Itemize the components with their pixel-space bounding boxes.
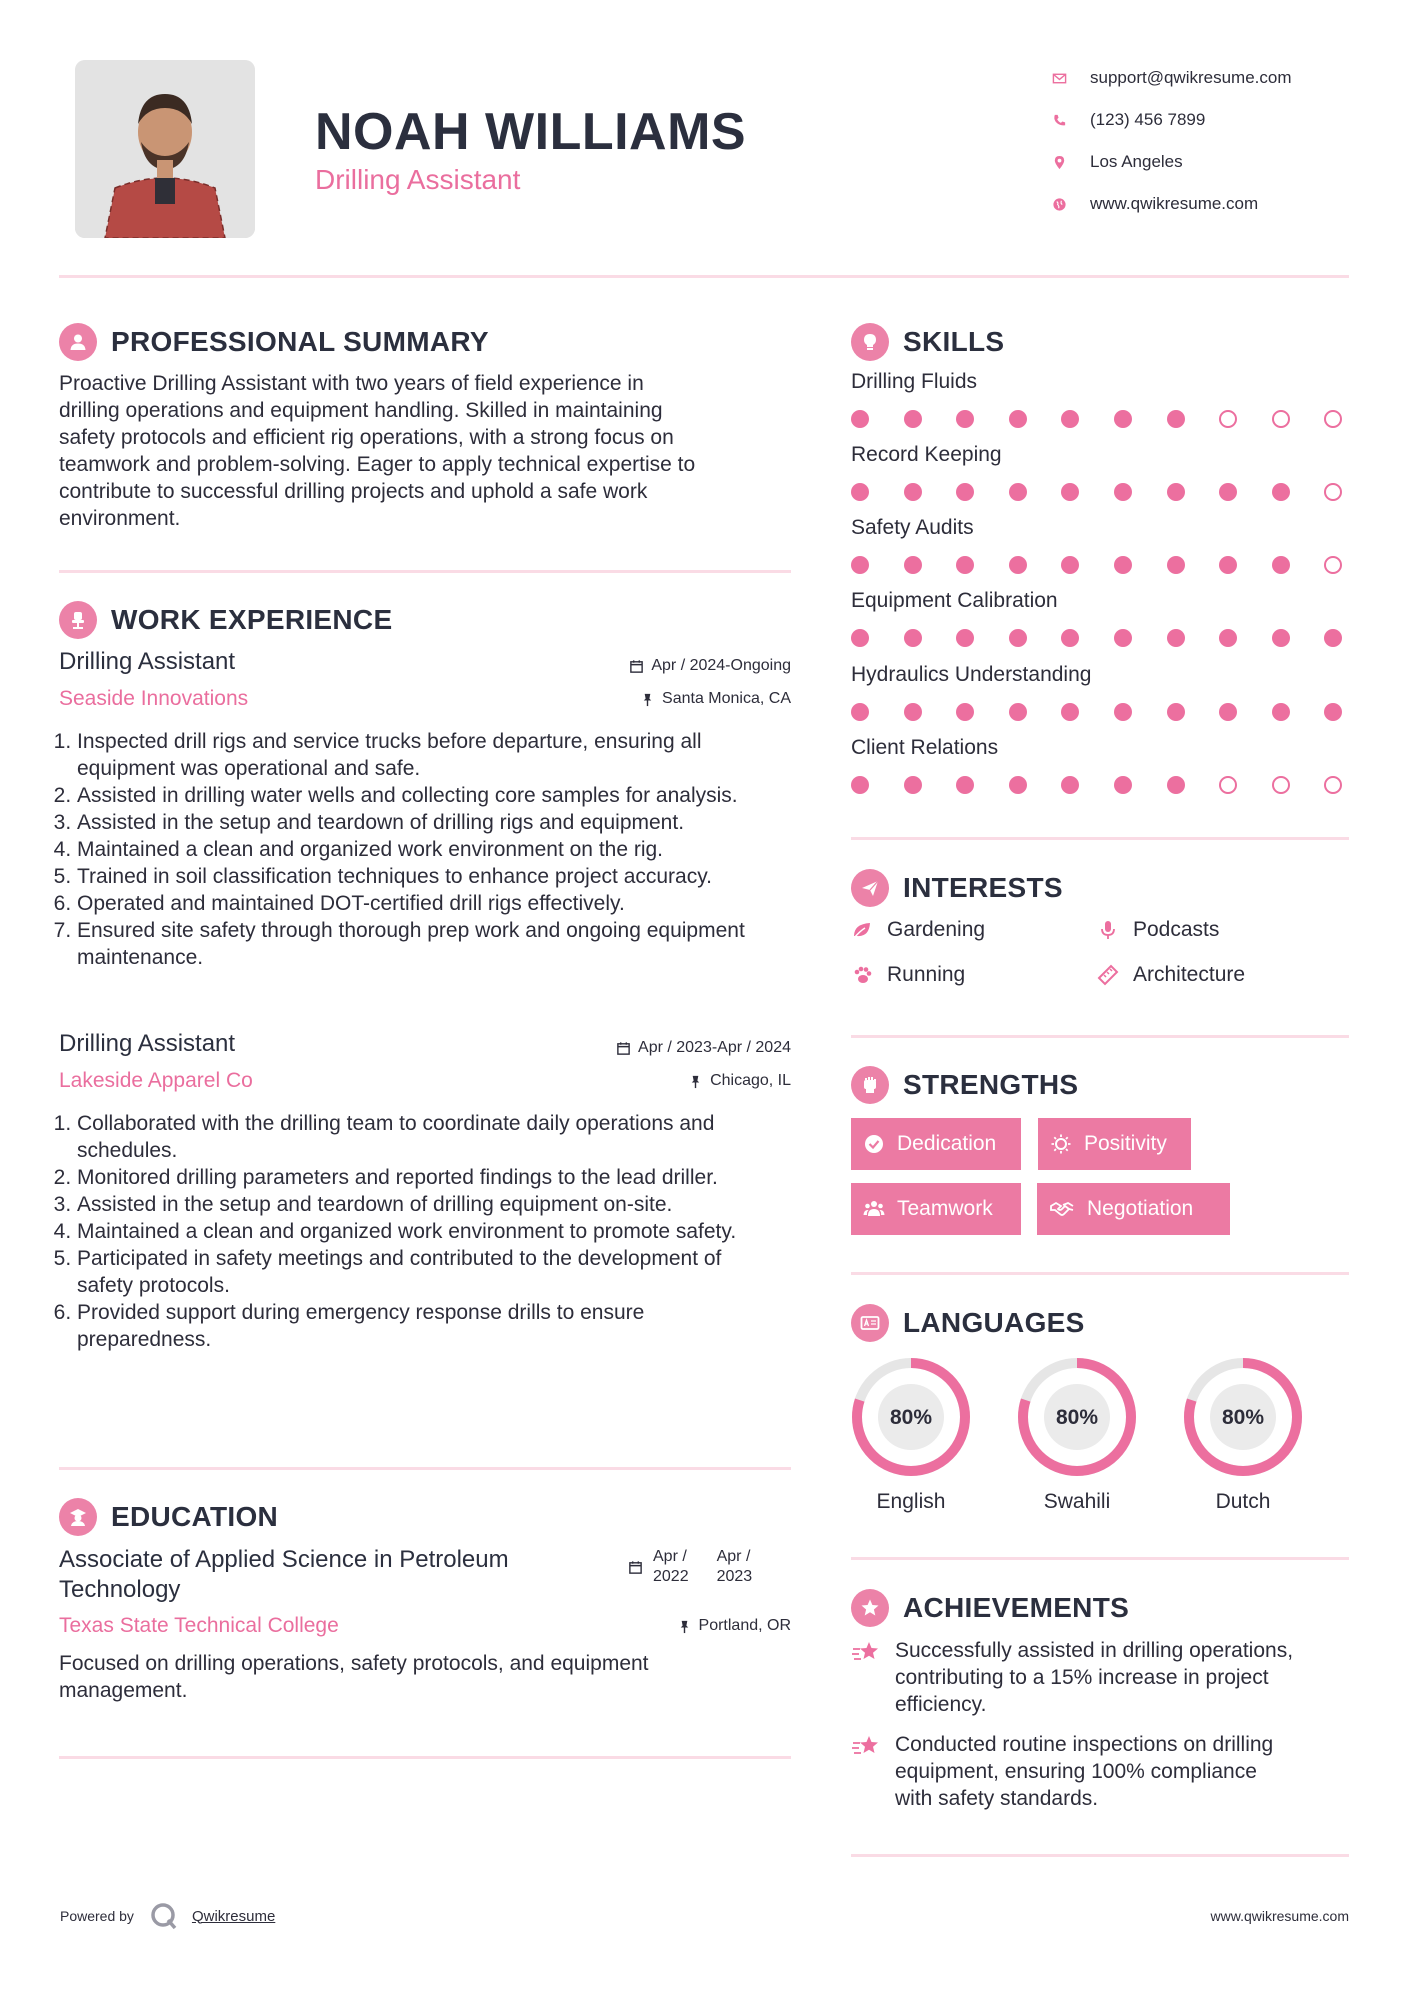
skill-dot-filled [1219,703,1237,721]
skill-dot-filled [851,556,869,574]
contact-phone[interactable] [1050,99,1380,141]
powered-by-text: Powered by [60,1908,134,1924]
skill-rating [851,623,1351,651]
education-start-year: 2022 [653,1568,689,1585]
job-2-location [688,1072,791,1090]
skill-dot-filled [1167,703,1185,721]
skill-item [851,516,1351,578]
location-icon [1052,155,1067,170]
paw-icon [851,964,873,986]
skill-name: Client Relations [851,736,999,759]
languages-divider [851,1557,1349,1560]
strength-negotiation [1037,1183,1230,1235]
interest-label: Podcasts [1133,918,1220,941]
strength-label: Negotiation [1087,1197,1194,1220]
interest-label: Gardening [887,918,986,941]
achievement-item [851,1731,1361,1812]
skill-name: Record Keeping [851,443,1002,466]
summary-line: environment. [59,507,181,530]
skill-name: Drilling Fluids [851,370,978,393]
check-circle-icon [863,1133,885,1155]
experience-divider [59,1467,791,1470]
education-heading-text: EDUCATION [111,1501,279,1532]
email-icon [1052,71,1067,86]
language-card-icon [859,1312,881,1334]
microphone-icon [1097,919,1119,941]
achievements-heading [851,1589,1129,1627]
interest-label: Architecture [1133,963,1246,986]
brand-link[interactable]: Qwikresume [191,1907,276,1925]
achievement-item [851,1637,1361,1718]
star-badge-icon [859,1597,881,1619]
language-swahili [1012,1352,1142,1514]
duty-item: 4. Maintained a clean and organized work environment to promote safety. [77,1218,779,1245]
job-2-company: Lakeside Apparel Co [59,1069,253,1092]
strength-label: Dedication [897,1132,997,1155]
language-ring [1012,1352,1142,1482]
education-description [59,1650,799,1704]
ruler-icon [1097,964,1119,986]
strengths-heading-text: STRENGTHS [903,1069,1079,1100]
education-divider [59,1756,791,1759]
skill-dot-filled [1167,776,1185,794]
education-location [677,1617,791,1635]
language-name: English [876,1490,946,1513]
candidate-name: NOAH WILLIAMS [315,103,747,161]
skill-item [851,663,1351,725]
phone-icon [1052,113,1067,128]
education-description-line: management. [59,1679,188,1702]
footer-website[interactable]: www.qwikresume.com [1210,1908,1349,1924]
language-ring [1178,1352,1308,1482]
contact-website-text: www.qwikresume.com [1090,194,1259,213]
language-name: Swahili [1043,1490,1111,1513]
skill-name: Hydraulics Understanding [851,663,1092,686]
strength-positivity [1038,1118,1191,1170]
leaf-icon [851,919,873,941]
skill-item [851,443,1351,505]
skill-dot-filled [1114,776,1132,794]
contact-email[interactable] [1050,57,1380,99]
chair-icon [67,609,89,631]
interest-podcasts [1097,918,1219,942]
avatar-illustration [75,60,255,238]
skill-rating [851,404,1351,432]
summary-line: Proactive Drilling Assistant with two years of field experience in [59,372,644,395]
skill-dot-filled [904,556,922,574]
interests-heading [851,869,1063,907]
skill-dot-empty [1219,410,1237,428]
skill-dot-empty [1324,410,1342,428]
skill-dot-filled [904,776,922,794]
strengths-heading [851,1066,1078,1104]
interest-label: Running [887,963,966,986]
interest-gardening [851,918,985,942]
skill-dot-filled [1009,483,1027,501]
language-name: Dutch [1215,1490,1271,1513]
duty-item: 2. Assisted in drilling water wells and collecting core samples for analysis. [77,782,799,809]
strength-label: Positivity [1084,1132,1167,1155]
skill-name: Equipment Calibration [851,589,1058,612]
education-end-month: Apr / [716,1548,751,1565]
interest-architecture [1097,963,1245,987]
skill-dot-filled [851,703,869,721]
duty-item: 2. Monitored drilling parameters and reported findings to the lead driller. [77,1164,779,1191]
summary-line: teamwork and problem-solving. Eager to apply technical expertise to [59,453,696,476]
achievement-line: efficiency. [895,1693,987,1716]
skill-dot-filled [1324,703,1342,721]
job-2-title: Drilling Assistant [59,1030,236,1057]
pin-icon [640,692,655,707]
skill-dot-filled [956,776,974,794]
job-2-location-text: Chicago, IL [710,1072,791,1089]
job-1-title: Drilling Assistant [59,648,236,675]
education-location-text: Portland, OR [698,1617,791,1634]
skill-dot-filled [1114,556,1132,574]
experience-heading [59,601,392,639]
duty-item: 6. Provided support during emergency response drills to ensure preparedness. [77,1299,779,1353]
education-description-line: Focused on drilling operations, safety protocols, and equipment [59,1652,649,1675]
strengths-divider [851,1272,1349,1275]
interests-heading-text: INTERESTS [903,872,1063,903]
calendar-icon [629,659,644,674]
duty-item: 1. Inspected drill rigs and service trucks before departure, ensuring all equipment was operational and safe. [77,728,799,782]
shooting-star-icon [851,1731,881,1761]
skill-dot-filled [851,410,869,428]
experience-heading-text: WORK EXPERIENCE [111,604,393,635]
skill-dot-filled [1061,629,1079,647]
skill-dot-filled [1272,556,1290,574]
skill-dot-filled [1009,410,1027,428]
skill-item [851,370,1351,432]
duty-item: 6. Operated and maintained DOT-certified drill rigs effectively. [77,890,799,917]
skill-dot-filled [1272,629,1290,647]
job-2-duties [59,1110,779,1353]
achievements-divider [851,1854,1349,1857]
skill-dot-filled [956,410,974,428]
summary-heading-text: PROFESSIONAL SUMMARY [111,326,489,357]
skill-dot-filled [904,703,922,721]
users-icon [863,1198,885,1220]
skill-rating [851,477,1351,505]
skill-dot-filled [1061,703,1079,721]
job-1-location [640,690,791,708]
strength-teamwork [851,1183,1021,1235]
skill-dot-filled [1324,629,1342,647]
shooting-star-icon [851,1637,881,1667]
job-1-duties [59,728,799,971]
education-end-year: 2023 [716,1568,753,1585]
skill-dot-filled [956,629,974,647]
skill-dot-filled [1219,556,1237,574]
globe-icon [1052,197,1067,212]
skill-dot-filled [1114,483,1132,501]
job-1-date [629,657,791,675]
contact-phone-text: (123) 456 7899 [1090,110,1206,129]
skill-dot-filled [1009,703,1027,721]
education-start-month: Apr / [653,1548,687,1565]
skill-dot-filled [1219,629,1237,647]
skill-dot-filled [956,556,974,574]
contact-location [1050,141,1380,183]
achievement-line: equipment, ensuring 100% compliance [895,1760,1257,1783]
language-english [846,1352,976,1514]
skill-rating [851,550,1351,578]
contact-location-text: Los Angeles [1090,152,1183,171]
skill-dot-filled [1167,629,1185,647]
strength-dedication [851,1118,1021,1170]
duty-item: 7. Ensured site safety through thorough prep work and ongoing equipment maintenance. [77,917,799,971]
skill-dot-filled [1114,629,1132,647]
graduate-icon [67,1506,89,1528]
skill-dot-filled [1167,483,1185,501]
job-1-company: Seaside Innovations [59,687,249,710]
skill-dot-filled [1167,556,1185,574]
skill-dot-filled [1272,703,1290,721]
skill-dot-filled [904,410,922,428]
skill-dot-filled [1167,410,1185,428]
qwikresume-logo-icon [148,1900,180,1932]
languages-heading [851,1304,1085,1342]
skill-dot-filled [904,483,922,501]
skill-dot-filled [1061,556,1079,574]
skill-rating [851,697,1351,725]
skill-item [851,736,1351,798]
skills-divider [851,837,1349,840]
duty-item: 3. Assisted in the setup and teardown of drilling rigs and equipment. [77,809,799,836]
achievement-line: contributing to a 15% increase in project [895,1666,1269,1689]
achievement-line: Conducted routine inspections on drilling [895,1733,1274,1756]
summary-line: drilling operations and equipment handling. Skilled in maintaining [59,399,663,422]
strength-label: Teamwork [897,1197,993,1220]
skill-dot-empty [1324,776,1342,794]
calendar-icon [616,1041,631,1056]
language-dutch [1178,1352,1308,1514]
job-2-date [616,1039,791,1057]
skill-dot-filled [1219,483,1237,501]
education-degree [59,1545,619,1605]
summary-line: safety protocols and efficient rig operations, with a strong focus on [59,426,674,449]
summary-text [59,370,799,532]
skill-dot-filled [851,776,869,794]
footer-powered-by [60,1900,275,1932]
interests-divider [851,1035,1349,1038]
summary-line: contribute to successful drilling projects and uphold a safe work [59,480,648,503]
calendar-icon [628,1560,643,1575]
skill-dot-empty [1219,776,1237,794]
user-icon [67,331,89,353]
pin-icon [688,1074,703,1089]
skill-dot-empty [1324,556,1342,574]
paper-plane-icon [859,877,881,899]
achievements-heading-text: ACHIEVEMENTS [903,1592,1130,1623]
skill-dot-empty [1324,483,1342,501]
contact-website[interactable] [1050,183,1380,225]
language-ring [846,1352,976,1482]
achievement-line: Successfully assisted in drilling operations, [895,1639,1294,1662]
handshake-icon [1049,1198,1075,1220]
summary-divider [59,570,791,573]
pin-icon [677,1619,692,1634]
skill-dot-filled [904,629,922,647]
job-1-date-text: Apr / 2024-Ongoing [651,657,791,674]
skill-dot-empty [1272,410,1290,428]
skill-dot-filled [1272,483,1290,501]
contact-email-text: support@qwikresume.com [1090,68,1292,87]
degree-line: Technology [59,1576,181,1603]
skill-dot-filled [1114,410,1132,428]
degree-line: Associate of Applied Science in Petroleum [59,1546,509,1573]
fist-icon [859,1074,881,1096]
job-2-date-text: Apr / 2023-Apr / 2024 [638,1039,791,1056]
duty-item: 5. Participated in safety meetings and contributed to the development of safety protocols. [77,1245,779,1299]
achievement-line: with safety standards. [895,1787,1099,1810]
skill-dot-filled [851,629,869,647]
skill-dot-filled [1061,410,1079,428]
education-heading [59,1498,278,1536]
skill-dot-filled [1009,776,1027,794]
skill-dot-filled [1114,703,1132,721]
skill-rating [851,770,1351,798]
duty-item: 3. Assisted in the setup and teardown of drilling equipment on-site. [77,1191,779,1218]
duty-item: 5. Trained in soil classification techniques to enhance project accuracy. [77,863,799,890]
duty-item: 1. Collaborated with the drilling team to coordinate daily operations and schedules. [77,1110,779,1164]
duty-item: 4. Maintained a clean and organized work environment on the rig. [77,836,799,863]
skill-dot-filled [956,483,974,501]
language-percent: 80% [1221,1406,1265,1429]
skill-name: Safety Audits [851,516,974,539]
skills-heading [851,323,1004,361]
skill-item [851,589,1351,651]
header-divider [59,275,1349,278]
skill-dot-filled [1009,629,1027,647]
skills-heading-text: SKILLS [903,326,1005,357]
skill-dot-filled [1061,483,1079,501]
skill-dot-filled [1061,776,1079,794]
skill-dot-empty [1272,776,1290,794]
skill-dot-filled [1009,556,1027,574]
candidate-title: Drilling Assistant [315,164,521,195]
education-school: Texas State Technical College [59,1614,339,1637]
profile-photo [75,60,255,238]
job-1-location-text: Santa Monica, CA [662,690,791,707]
interest-running [851,963,965,987]
languages-heading-text: LANGUAGES [903,1307,1085,1338]
sun-icon [1050,1133,1072,1155]
education-dates [628,1547,752,1587]
language-percent: 80% [889,1406,933,1429]
skill-dot-filled [956,703,974,721]
summary-heading [59,323,489,361]
lightbulb-icon [859,331,881,353]
contact-list [1050,57,1380,225]
language-percent: 80% [1055,1406,1099,1429]
skill-dot-filled [851,483,869,501]
